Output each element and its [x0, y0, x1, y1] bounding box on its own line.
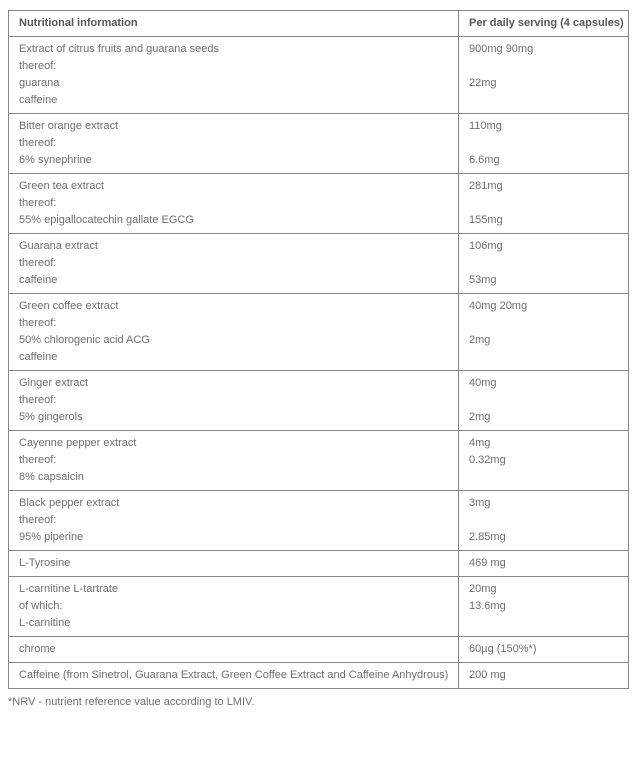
amount-line: 110mg [469, 120, 502, 132]
amount-line [469, 135, 618, 152]
table-row [9, 174, 628, 234]
ingredient-cell [9, 234, 459, 293]
amount-line [469, 195, 618, 212]
ingredient-line: of which: [19, 600, 63, 612]
header-amount-label: Per daily serving (4 capsules) [469, 17, 624, 29]
table-row [9, 491, 628, 551]
amount-line [469, 469, 618, 486]
ingredient-line: thereof: [19, 317, 57, 329]
ingredient-line: caffeine [19, 351, 58, 363]
amount-line: 53mg [469, 274, 497, 286]
footnote: *NRV - nutrient reference value according to LMIV. [8, 696, 255, 708]
ingredient-line: Cayenne pepper extract [19, 437, 137, 449]
amount-line: 22mg [469, 77, 497, 89]
ingredient-line: Bitter orange extract [19, 120, 119, 132]
ingredient-line: Green tea extract [19, 180, 104, 192]
amount-line [469, 392, 618, 409]
ingredient-line: Ginger extract [19, 377, 89, 389]
ingredient-line: thereof: [19, 197, 57, 209]
ingredient-cell [9, 371, 459, 430]
table-row [9, 234, 628, 294]
ingredient-line: thereof: [19, 60, 57, 72]
ingredient-cell [9, 637, 459, 662]
amount-cell [459, 551, 628, 576]
ingredient-line: Black pepper extract [19, 497, 120, 509]
amount-cell [459, 371, 628, 430]
ingredient-line: chrome [19, 643, 56, 655]
header-ingredient-cell [9, 11, 459, 36]
ingredient-cell [9, 491, 459, 550]
amount-line [469, 255, 618, 272]
header-amount-cell [459, 11, 628, 36]
ingredient-line: Extract of citrus fruits and guarana seeds [19, 43, 219, 55]
amount-cell [459, 637, 628, 662]
amount-line [469, 349, 618, 366]
amount-cell [459, 114, 628, 173]
amount-line: 2mg [469, 411, 491, 423]
amount-line: 200 mg [469, 669, 506, 681]
ingredient-line: L-carnitine [19, 617, 71, 629]
ingredient-line: Caffeine (from Sinetrol, Guarana Extract, Green Coffee Extract and Caffeine Anhydrous) [19, 669, 449, 681]
ingredient-cell [9, 663, 459, 688]
amount-line: 13.6mg [469, 600, 506, 612]
ingredient-line: thereof: [19, 394, 57, 406]
amount-line: 0.32mg [469, 454, 506, 466]
amount-line: 3mg [469, 497, 491, 509]
amount-line: 900mg 90mg [469, 43, 534, 55]
amount-line: 4mg [469, 437, 491, 449]
ingredient-line: 95% piperine [19, 531, 84, 543]
amount-line: 2mg [469, 334, 491, 346]
table-row [9, 371, 628, 431]
ingredient-line: L-carnitine L-tartrate [19, 583, 119, 595]
ingredient-line: thereof: [19, 514, 57, 526]
amount-line: 6.6mg [469, 154, 500, 166]
ingredient-cell [9, 37, 459, 113]
ingredient-line: caffeine [19, 274, 58, 286]
amount-cell [459, 37, 628, 113]
ingredient-cell [9, 431, 459, 490]
table-row [9, 663, 628, 688]
table-row [9, 294, 628, 371]
table-header-row [9, 11, 628, 37]
table-row [9, 431, 628, 491]
table-row [9, 551, 628, 577]
amount-line: 60µg (150%*) [469, 643, 537, 655]
ingredient-line: Green coffee extract [19, 300, 119, 312]
ingredient-line: Guarana extract [19, 240, 98, 252]
table-row [9, 114, 628, 174]
amount-line: 40mg 20mg [469, 300, 528, 312]
amount-line: 469 mg [469, 557, 506, 569]
nutrition-panel [8, 10, 630, 710]
ingredient-cell [9, 174, 459, 233]
ingredient-line: 5% gingerols [19, 411, 83, 423]
amount-line: 20mg [469, 583, 497, 595]
amount-cell [459, 663, 628, 688]
amount-cell [459, 577, 628, 636]
table-row [9, 577, 628, 637]
ingredient-line: thereof: [19, 454, 57, 466]
ingredient-line: thereof: [19, 137, 57, 149]
ingredient-line: guarana [19, 77, 60, 89]
amount-cell [459, 174, 628, 233]
amount-line: 281mg [469, 180, 503, 192]
nutrition-table [8, 10, 629, 689]
header-ingredient-label: Nutritional information [19, 17, 138, 29]
amount-line [469, 58, 618, 75]
ingredient-line: thereof: [19, 257, 57, 269]
table-row [9, 637, 628, 663]
ingredient-line: 55% epigallocatechin gallate EGCG [19, 214, 194, 226]
ingredient-line: 8% capsaicin [19, 471, 84, 483]
ingredient-line: 6% synephrine [19, 154, 92, 166]
amount-cell [459, 431, 628, 490]
ingredient-cell [9, 577, 459, 636]
amount-line: 155mg [469, 214, 503, 226]
ingredient-line: caffeine [19, 94, 58, 106]
amount-line: 2.85mg [469, 531, 506, 543]
amount-line [469, 615, 618, 632]
amount-cell [459, 294, 628, 370]
ingredient-cell [9, 294, 459, 370]
table-row [9, 37, 628, 114]
ingredient-cell [9, 114, 459, 173]
ingredient-line: L-Tyrosine [19, 557, 71, 569]
ingredient-cell [9, 551, 459, 576]
amount-cell [459, 234, 628, 293]
amount-cell [459, 491, 628, 550]
amount-line [469, 92, 618, 109]
amount-line [469, 512, 618, 529]
amount-line: 40mg [469, 377, 497, 389]
amount-line [469, 315, 618, 332]
amount-line: 106mg [469, 240, 503, 252]
ingredient-line: 50% chlorogenic acid ACG [19, 334, 150, 346]
